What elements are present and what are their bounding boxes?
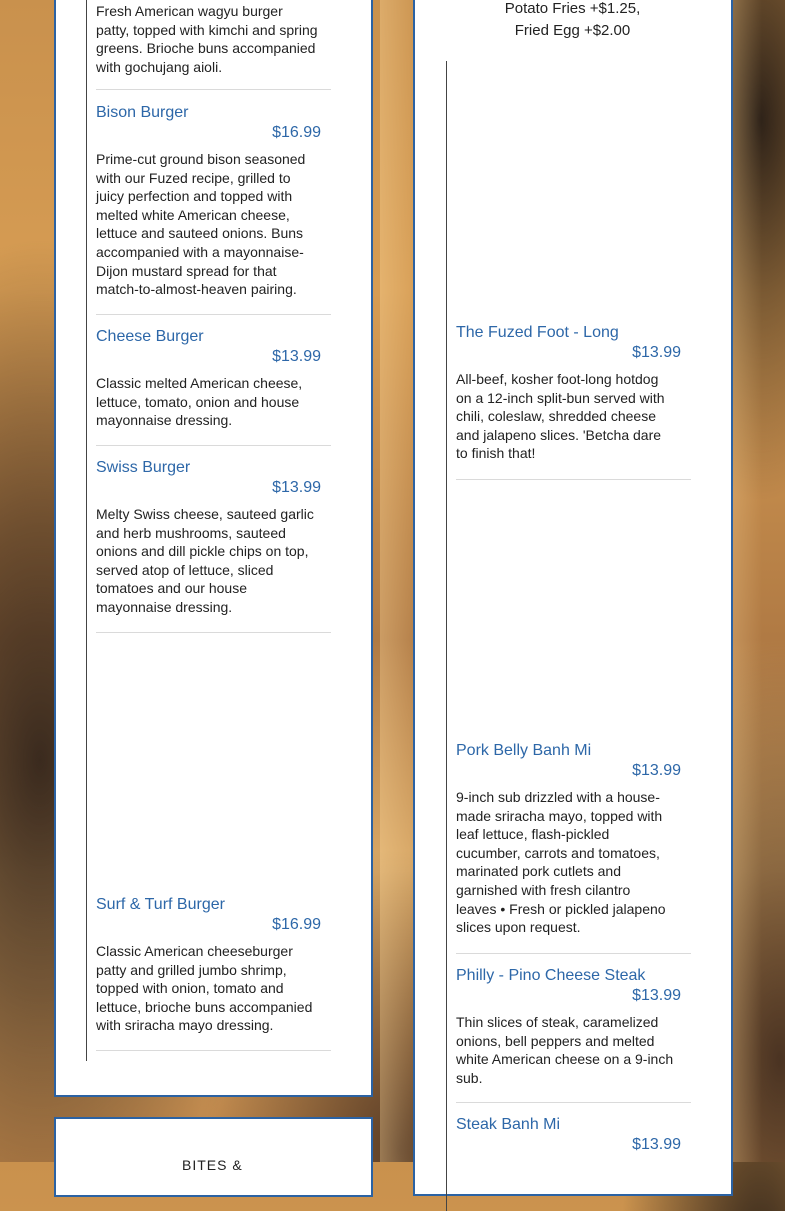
menu-item-description: Thin slices of steak, caramelized onions, bell peppers and melted white American cheese on a 9-inch sub. <box>456 1014 674 1086</box>
menu-item-name: Cheese Burger <box>96 328 204 345</box>
menu-item-description: Melty Swiss cheese, sauteed garlic and herb mushrooms, sauteed onions and dill pickle chips on top, served atop of lettuce, sliced tomatoes and our house mayonnaise dressing. <box>96 506 314 615</box>
menu-item-name: Surf & Turf Burger <box>96 896 225 913</box>
menu-item <box>96 328 331 428</box>
extras-line: Fried Egg +$2.00 <box>514 21 631 39</box>
left-menu-panel-next <box>54 1117 373 1197</box>
column-divider <box>446 61 447 1211</box>
menu-item <box>456 1116 691 1176</box>
item-separator <box>96 89 331 90</box>
menu-item-price: $13.99 <box>632 1136 681 1153</box>
menu-item <box>456 324 691 464</box>
menu-item-price: $16.99 <box>272 124 321 141</box>
menu-item-description: Classic melted American cheese, lettuce, tomato, onion and house mayonnaise dressing. <box>96 375 303 429</box>
item-separator <box>96 314 331 315</box>
menu-item-description: All-beef, kosher foot-long hotdog on a 12-inch split-bun served with chili, coleslaw, shredded cheese and jalapeno slices. 'Betcha dare to finish that! <box>456 371 665 462</box>
item-separator <box>456 1102 691 1103</box>
menu-item <box>96 896 331 1036</box>
left-menu-panel <box>54 0 373 1097</box>
item-separator <box>96 632 331 633</box>
menu-item-description: Prime-cut ground bison seasoned with our Fuzed recipe, grilled to juicy perfection and topped with melted white American cheese, lettuce and sauteed onions. Buns accompanied with a mayonnaise-Dijon mustard spread for that match-to-almost-heaven pairing. <box>96 151 306 298</box>
menu-item <box>96 104 331 299</box>
menu-item-price: $13.99 <box>272 348 321 365</box>
menu-item-price: $13.99 <box>632 344 681 361</box>
menu-item <box>456 742 691 937</box>
extras-line: Potato Fries +$1.25, <box>504 0 641 17</box>
menu-item-price: $13.99 <box>272 479 321 496</box>
menu-item-price: $16.99 <box>272 916 321 933</box>
item-separator <box>96 1050 331 1051</box>
item-separator <box>456 953 691 954</box>
menu-item-name: Steak Banh Mi <box>456 1116 561 1133</box>
menu-item-name: Swiss Burger <box>96 459 191 476</box>
column-divider <box>86 0 87 1061</box>
menu-item-name: Bison Burger <box>96 104 189 121</box>
menu-item-name: Pork Belly Banh Mi <box>456 742 592 759</box>
section-heading: BITES & <box>182 1157 243 1173</box>
menu-item-description: Classic American cheeseburger patty and grilled jumbo shrimp, topped with onion, tomato and lettuce, brioche buns accompanied with sriracha mayo dressing. <box>96 943 313 1034</box>
menu-item-description: 9-inch sub drizzled with a house-made sriracha mayo, topped with leaf lettuce, flash-pickled cucumber, carrots and tomatoes, marinated pork cutlets and garnished with fresh cilantro leaves • Fresh or pickled jalapeno slices upon request. <box>456 789 666 936</box>
menu-item <box>96 459 331 619</box>
right-menu-panel <box>413 0 733 1196</box>
menu-item <box>456 967 691 1087</box>
extras-note <box>475 0 670 41</box>
item-separator <box>456 479 691 480</box>
menu-item-description: Fresh American wagyu burger patty, topped with kimchi and spring greens. Brioche buns accompanied with gochujang aioli. <box>96 3 318 75</box>
menu-item-price: $13.99 <box>632 762 681 779</box>
item-separator <box>96 445 331 446</box>
menu-item-price: $13.99 <box>632 987 681 1004</box>
menu-item-name: Philly - Pino Cheese Steak <box>456 967 646 984</box>
menu-item-name: The Fuzed Foot - Long <box>456 324 619 341</box>
